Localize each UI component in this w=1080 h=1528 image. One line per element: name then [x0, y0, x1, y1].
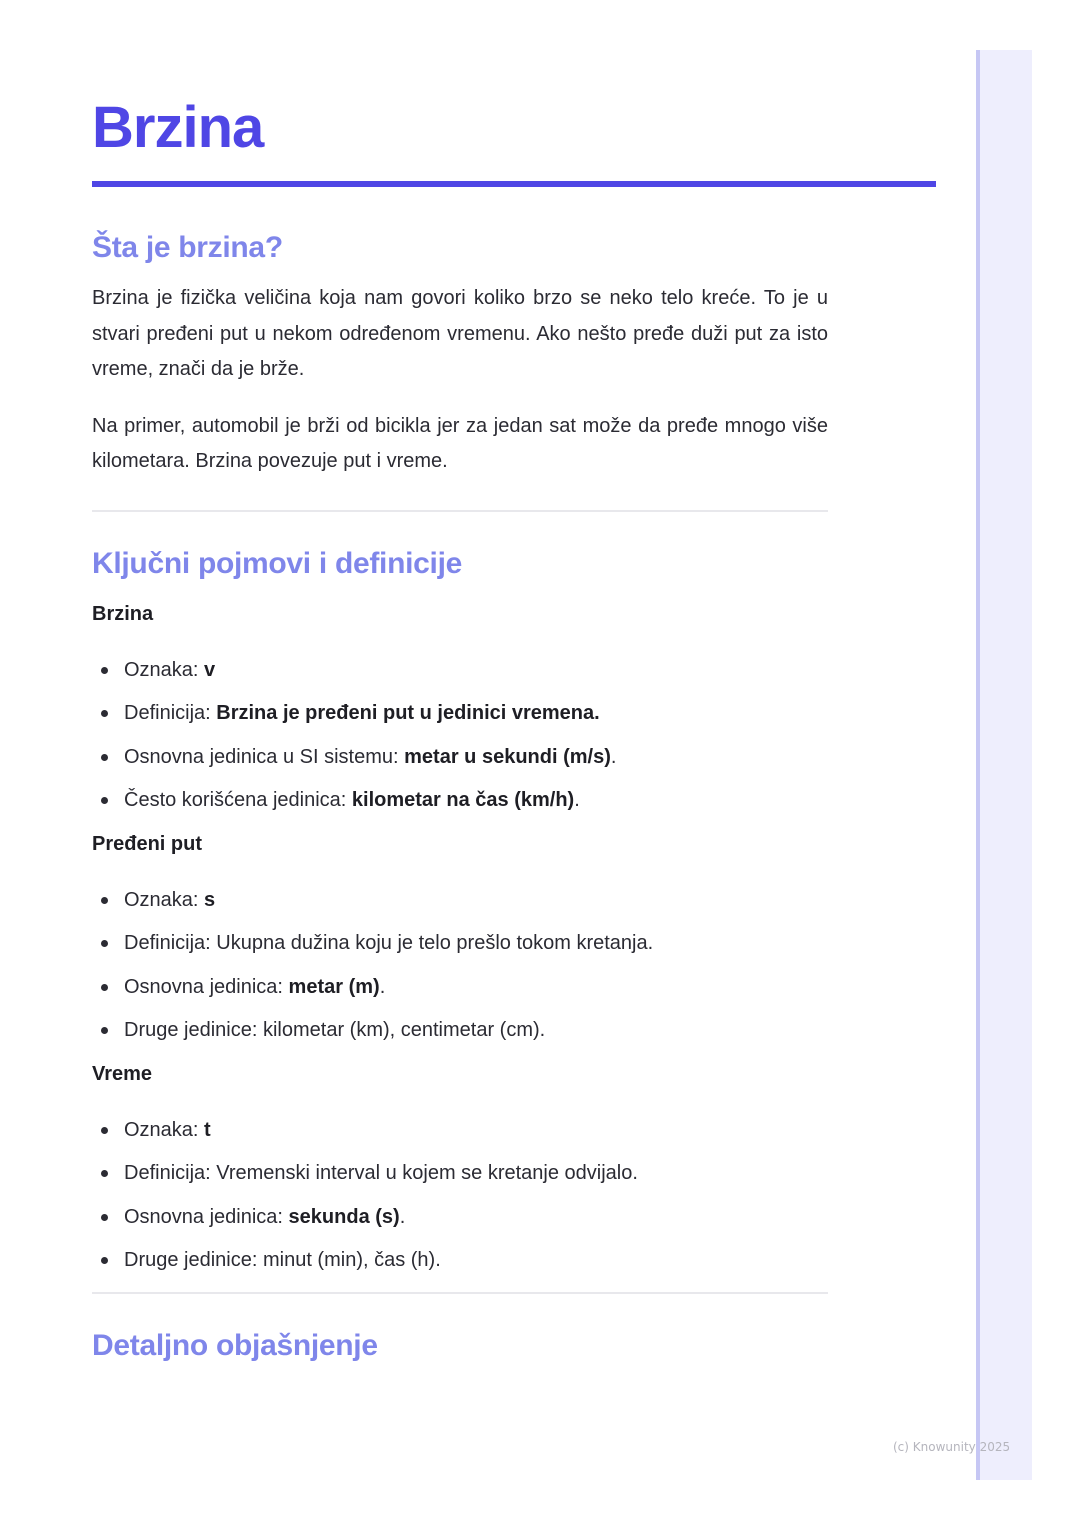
term-list-predjeni-put: [92, 886, 828, 1045]
list-item: Oznaka: t: [92, 1116, 828, 1144]
list-item: Osnovna jedinica: metar (m).: [92, 973, 828, 1001]
side-panel: [976, 50, 1032, 1480]
list-item: Definicija: Vremenski interval u kojem se kretanje odvijalo.: [92, 1159, 828, 1187]
list-item: Oznaka: v: [92, 656, 828, 684]
title-underline: [92, 181, 936, 187]
section-heading-what: Šta je brzina?: [92, 231, 283, 264]
list-item: Druge jedinice: kilometar (km), centimetar (cm).: [92, 1016, 828, 1044]
copyright-notice: (c) Knowunity 2025: [893, 1440, 1011, 1454]
term-list-brzina: [92, 656, 828, 815]
term-list-vreme: [92, 1116, 828, 1275]
content: [92, 226, 828, 1368]
section-heading-details: Detaljno objašnjenje: [92, 1328, 378, 1362]
term-title-vreme: Vreme: [92, 1062, 153, 1085]
list-item: Definicija: Brzina je pređeni put u jedinici vremena.: [92, 699, 828, 727]
list-item: Oznaka: s: [92, 886, 828, 914]
section-divider: [92, 1292, 828, 1294]
list-item: Osnovna jedinica u SI sistemu: metar u sekundi (m/s).: [92, 743, 828, 771]
list-item: Definicija: Ukupna dužina koju je telo prešlo tokom kretanja.: [92, 929, 828, 957]
list-item: Često korišćena jedinica: kilometar na čas (km/h).: [92, 786, 828, 814]
list-item: Osnovna jedinica: sekunda (s).: [92, 1203, 828, 1231]
list-item: Druge jedinice: minut (min), čas (h).: [92, 1246, 828, 1274]
term-title-predjeni-put: Pređeni put: [92, 832, 203, 855]
paragraph: Brzina je fizička veličina koja nam govori koliko brzo se neko telo kreće. To je u stvari pređeni put u nekom određenom vremenu. Ako nešto pređe duži put za isto vreme, znači da je brže.: [92, 287, 828, 380]
paragraph: Na primer, automobil je brži od bicikla jer za jedan sat može da pređe mnogo više kilometara. Brzina povezuje put i vreme.: [92, 414, 828, 472]
section-heading-terms: Ključni pojmovi i definicije: [92, 546, 462, 580]
section-divider: [92, 510, 828, 512]
term-title-brzina: Brzina: [92, 602, 154, 625]
document-title: Brzina: [92, 95, 264, 160]
